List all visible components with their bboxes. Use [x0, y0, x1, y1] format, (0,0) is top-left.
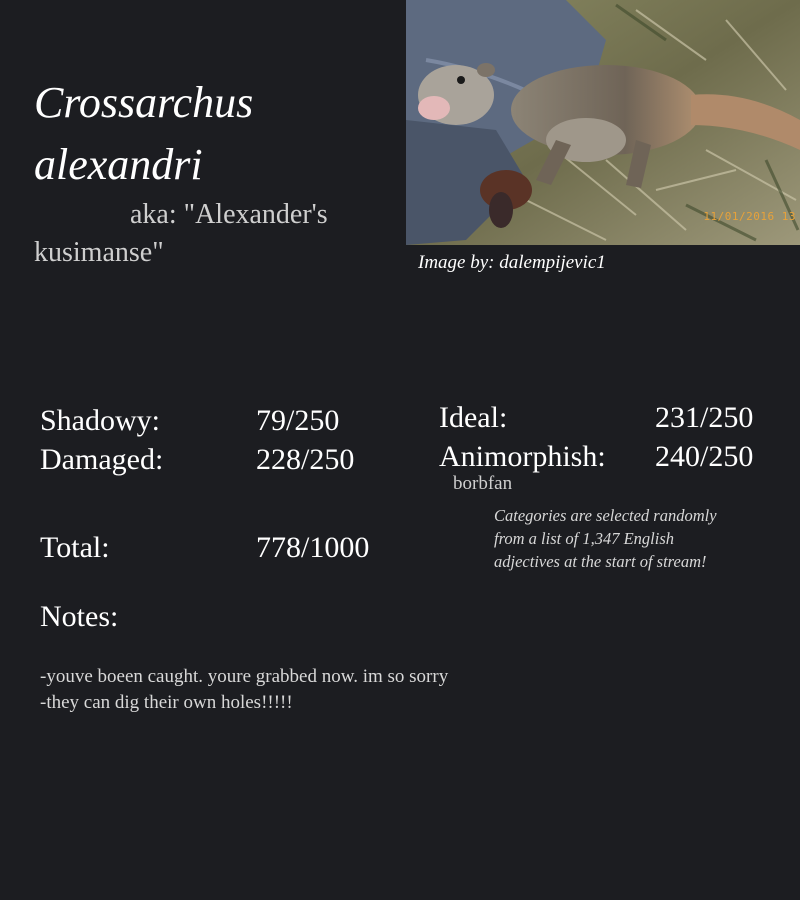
notes-list	[40, 664, 640, 716]
total-value: 778/1000	[256, 531, 370, 564]
image-credit: Image by: dalempijevic1	[418, 252, 606, 273]
category-submitter: borbfan	[453, 473, 513, 494]
stat-value-animorphish: 240/250	[655, 440, 754, 473]
mongoose-photo-illustration	[406, 0, 800, 245]
photo-date-stamp: 11/01/2016 13	[703, 210, 796, 223]
stat-value-ideal: 231/250	[655, 401, 754, 434]
note-item: -youve boeen caught. youre grabbed now. im so sorry	[40, 666, 449, 687]
notes-heading: Notes:	[40, 600, 119, 633]
categories-note: Categories are selected randomly from a list of 1,347 English adjectives at the start of stream!	[494, 506, 717, 571]
species-photo	[406, 0, 800, 245]
stat-value-damaged: 228/250	[256, 443, 355, 476]
note-item: -they can dig their own holes!!!!!	[40, 692, 293, 713]
stat-label-animorphish: Animorphish:	[439, 440, 606, 473]
species-scientific-name: Crossarchus alexandri	[34, 78, 254, 189]
total-label: Total:	[40, 531, 110, 564]
stat-label-ideal: Ideal:	[439, 401, 508, 434]
stat-value-shadowy: 79/250	[256, 404, 340, 437]
stat-label-damaged: Damaged:	[40, 443, 164, 476]
stat-label-shadowy: Shadowy:	[40, 404, 160, 437]
species-common-name: aka: "Alexander's kusimanse"	[34, 199, 328, 268]
